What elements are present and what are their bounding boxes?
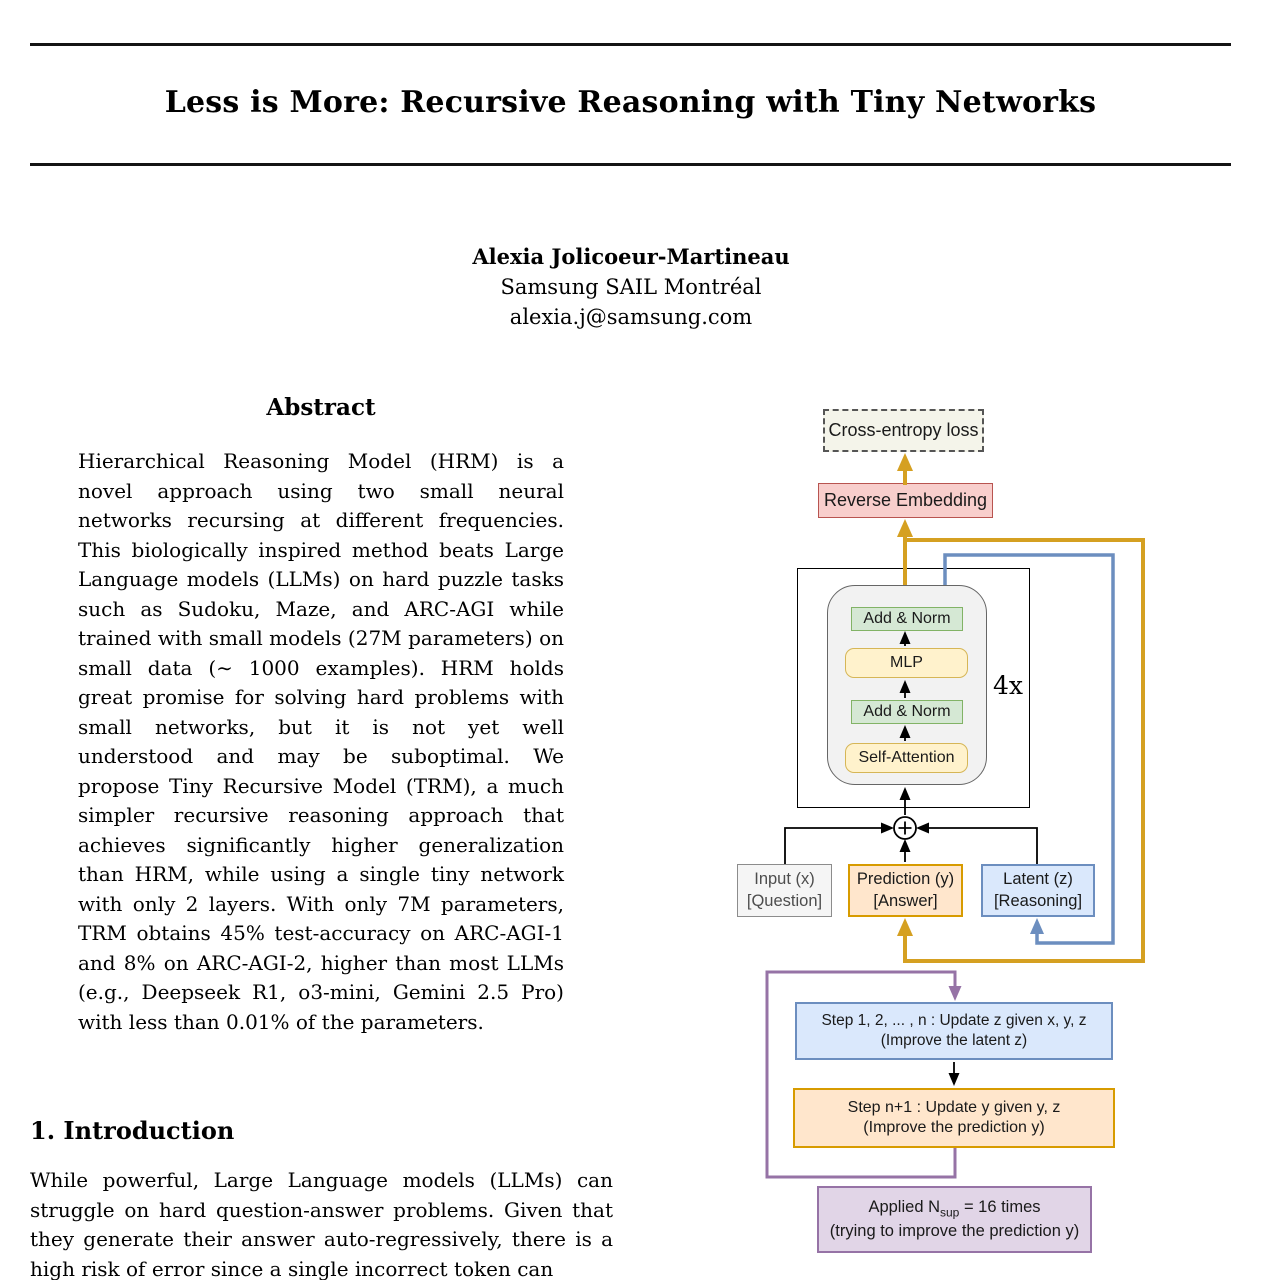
input-x-label: Input (x): [754, 870, 815, 889]
repeat-4x-label: 4x: [992, 670, 1023, 700]
author-email: alexia.j@samsung.com: [509, 305, 753, 329]
architecture-figure: [700, 390, 1272, 1280]
introduction-text: While powerful, Large Language models (LLMs) can struggle on hard question-answer problems. Given that they generate their answer auto-regressively, there is a high risk of error since a single incorrect token can: [30, 1168, 613, 1280]
input-x-box: [737, 864, 832, 917]
input-x-sublabel: [Question]: [746, 891, 823, 910]
step-update-y-line1: Step n+1 : Update y given y, z: [847, 1098, 1061, 1116]
step-update-z-line1: Step 1, 2, ... , n : Update z given x, y, z: [821, 1012, 1087, 1030]
mlp-box: MLP: [845, 648, 968, 678]
applied-nsup-line1: Applied $N_{sup} = 16$ times: [868, 1198, 1041, 1220]
prediction-y-sublabel: [Answer]: [873, 891, 938, 910]
step-update-y-line2: (Improve the prediction y): [863, 1119, 1045, 1136]
latent-z-sublabel: [Reasoning]: [993, 891, 1083, 910]
step-update-z-box: [795, 1002, 1113, 1060]
prediction-y-box: [848, 864, 963, 917]
page-title: Less is More: Recursive Reasoning with Tiny Networks: [164, 85, 1097, 120]
self-attention-box: Self-Attention: [845, 743, 968, 773]
introduction-heading: 1. Introduction: [30, 1116, 235, 1145]
author-name: Alexia Jolicoeur-Martineau: [472, 244, 790, 269]
add-norm-top-box: Add & Norm: [851, 607, 963, 631]
reverse-embedding-box: Reverse Embedding: [818, 483, 993, 518]
author-block: [0, 242, 1262, 332]
applied-nsup-box: [817, 1186, 1092, 1253]
latent-z-box: [981, 864, 1095, 917]
step-update-y-box: [793, 1088, 1115, 1148]
add-norm-bottom-box: Add & Norm: [851, 700, 963, 724]
sum-plus-icon: [894, 817, 916, 839]
author-affiliation: Samsung SAIL Montréal: [500, 275, 762, 299]
latent-z-label: Latent (z): [1003, 870, 1073, 889]
cross-entropy-loss-box: Cross-entropy loss: [823, 409, 984, 452]
applied-nsup-line2: (trying to improve the prediction y): [829, 1221, 1080, 1240]
abstract-heading: Abstract: [266, 394, 376, 421]
step-update-z-line2: (Improve the latent z): [880, 1032, 1028, 1049]
header-rule-top: [30, 43, 1231, 46]
abstract-text: Hierarchical Reasoning Model (HRM) is a novel approach using two small neural networks recursing at different frequencies. This biologically inspired method beats Large Language models (LLMs) on hard puzzle tasks such as Sudoku, Maze, and ARC-AGI while trained with small models (27M parameters) on small data (∼ 1000 examples). HRM holds great promise for solving hard problems with small networks, but it is not yet well understood and may be suboptimal. We propose Tiny Recursive Model (TRM), a much simpler recursive reasoning approach that achieves significantly higher generalization than HRM, while using a single tiny network with only 2 layers. With only 7M parameters, TRM obtains 45% test-accuracy on ARC-AGI-1 and 8% on ARC-AGI-2, higher than most LLMs (e.g., Deepseek R1, o3-mini, Gemini 2.5 Pro) with less than 0.01% of the parameters.: [78, 449, 564, 1034]
header-rule-bottom: [30, 163, 1231, 166]
prediction-y-label: Prediction (y): [856, 870, 955, 889]
